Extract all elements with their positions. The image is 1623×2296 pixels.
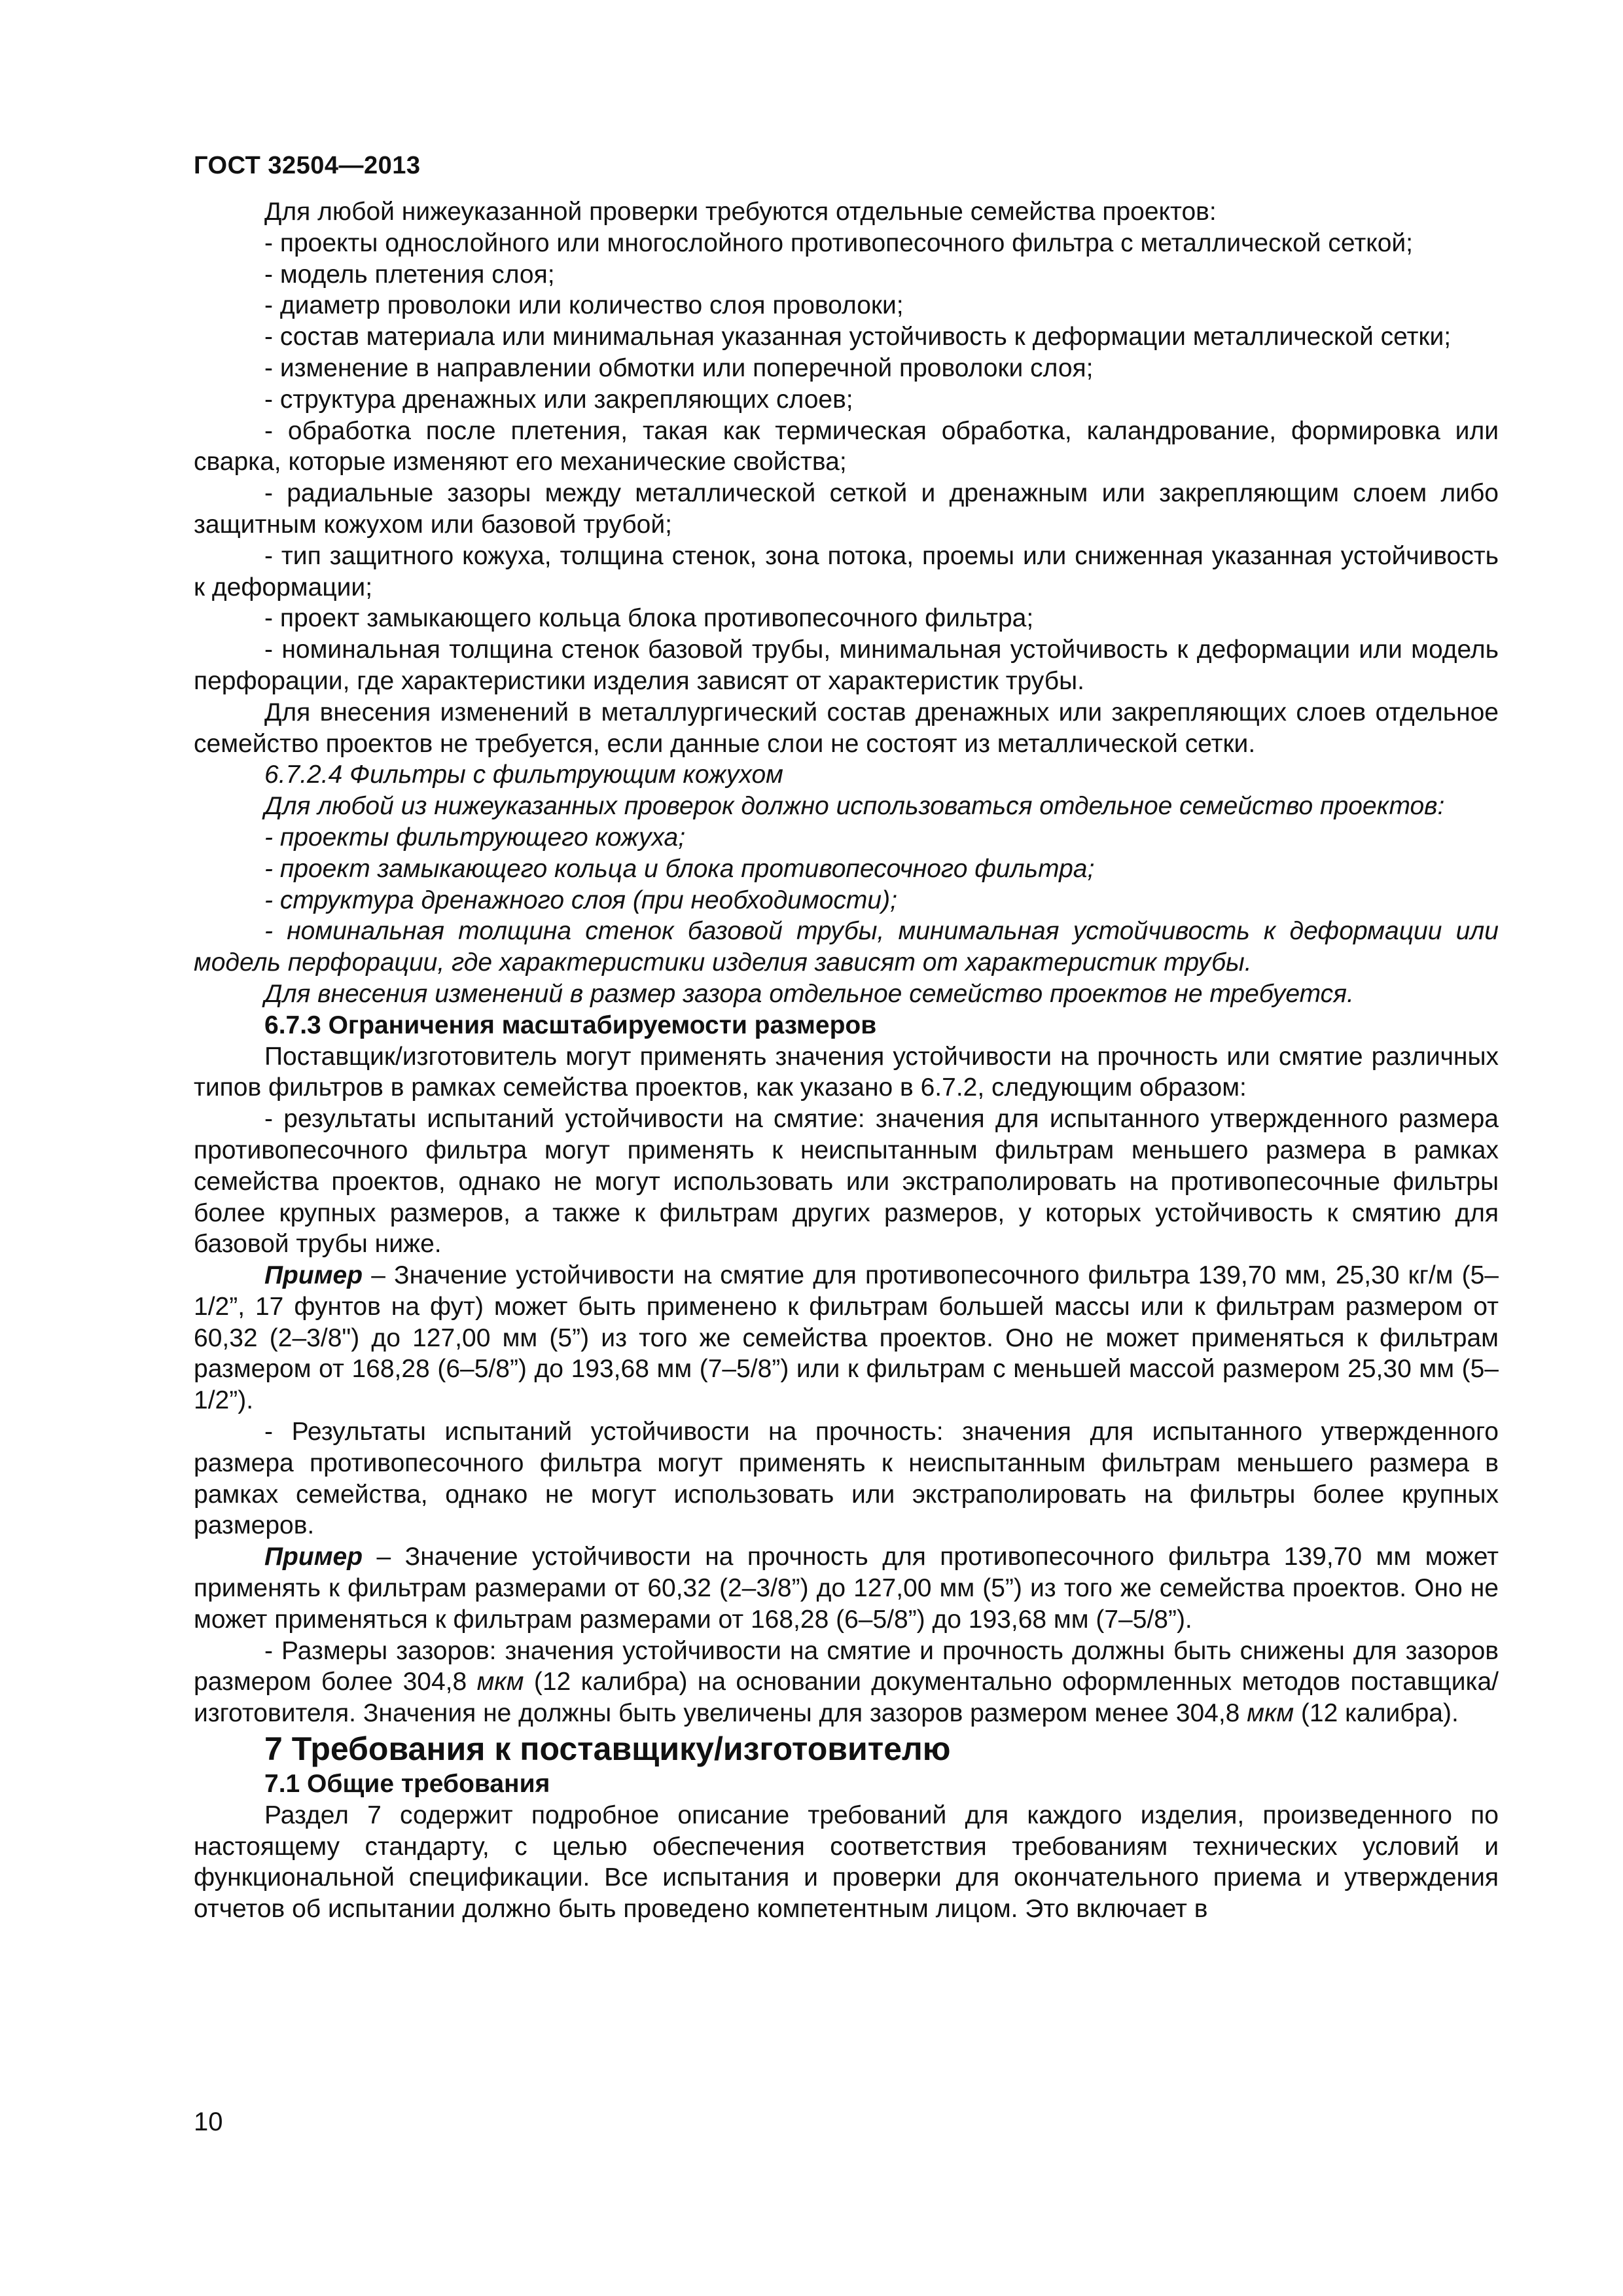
list-item: - номинальная толщина стенок базовой трубы, минимальная устойчивость к деформации или модель перфорации, где характеристики изделия зависят от характеристик трубы.	[194, 636, 1499, 695]
unit-label: мкм	[476, 1668, 524, 1696]
example-paragraph	[194, 1260, 1499, 1416]
unit-label: мкм	[1247, 1699, 1294, 1728]
list-item: - структура дренажного слоя (при необходимости);	[264, 886, 897, 914]
document-header: ГОСТ 32504—2013	[194, 152, 421, 179]
section-heading-6-7-3: 6.7.3 Ограничения масштабируемости размеров	[264, 1011, 877, 1039]
document-body	[194, 196, 1499, 1925]
list-item: - изменение в направлении обмотки или поперечной проволоки слоя;	[264, 353, 1094, 382]
list-item: - проект замыкающего кольца блока противопесочного фильтра;	[264, 604, 1034, 633]
paragraph: Поставщик/изготовитель могут применять значения устойчивости на прочность или смятие различных типов фильтров в рамках семейства проектов, как указано в 6.7.2, следующим образом:	[194, 1042, 1499, 1102]
example-text: – Значение устойчивости на прочность для противопесочного фильтра 139,70 мм может применять к фильтрам размерами от 60,32 (2–3/8”) до 127,00 мм (5”) из того же семейства проектов. Оно не может применяться к фильтрам размерами от 168,28 (6–5/8”) до 193,68 мм (7–5/8”).	[194, 1543, 1499, 1634]
paragraph: Раздел 7 содержит подробное описание требований для каждого изделия, произведенного по настоящему стандарту, с целью обеспечения соответствия требованиям технических условий и функциональной спецификации. Все испытания и проверки для окончательного приема и утверждения отчетов об испытании должно быть проведено компетентным лицом. Это включает в	[194, 1801, 1499, 1924]
gaps-text: (12 калибра).	[1294, 1699, 1459, 1728]
example-label: Пример	[264, 1543, 363, 1571]
list-item: - обработка после плетения, такая как термическая обработка, каландрование, формировка или сварка, которые изменяют его механические свойства;	[194, 416, 1499, 476]
list-item: - проект замыкающего кольца и блока противопесочного фильтра;	[264, 854, 1095, 883]
list-item	[194, 1636, 1499, 1729]
example-text: – Значение устойчивости на смятие для противопесочного фильтра 139,70 мм, 25,30 кг/м (5–1/2”, 17 фунтов на фут) может быть применено к фильтрам большей массы или к фильтрам размером от 60,32 (2–3/8") до 127,00 мм (5”) из того же семейства проектов. Оно не может применяться к фильтрам размером от 168,28 (6–5/8”) до 193,68 мм (7–5/8”) или к фильтрам с меньшей массой размером 25,30 мм (5–1/2”).	[194, 1261, 1499, 1415]
list-item: - модель плетения слоя;	[264, 260, 555, 289]
list-item: - состав материала или минимальная указанная устойчивость к деформации металлической сетки;	[264, 323, 1452, 351]
list-item: - тип защитного кожуха, толщина стенок, зона потока, проемы или сниженная указанная устойчивость к деформации;	[194, 541, 1499, 601]
section-heading-7-1: 7.1 Общие требования	[264, 1770, 550, 1799]
gaps-text: (12 калибра) на основании документально оформленных методов поставщика/изготовителя. Значения не должны быть увеличены для зазоров размером менее 304,8	[194, 1668, 1499, 1728]
example-paragraph	[194, 1541, 1499, 1635]
list-item: - проекты фильтрующего кожуха;	[264, 823, 686, 852]
list-item: - проекты однослойного или многослойного противопесочного фильтра с металлической сеткой;	[264, 228, 1413, 257]
list-item: - номинальная толщина стенок базовой трубы, минимальная устойчивость к деформации или модель перфорации, где характеристики изделия зависят от характеристик трубы.	[194, 917, 1499, 977]
list-item: - Результаты испытаний устойчивости на прочность: значения для испытанного утвержденного размера противопесочного фильтра могут применять к неиспытанным фильтрам меньшего размера в рамках семейства, однако не могут использовать или экстраполировать на фильтры более крупных размеров.	[194, 1418, 1499, 1540]
list-item: - радиальные зазоры между металлической сеткой и дренажным или закрепляющим слоем либо защитным кожухом или базовой трубой;	[194, 479, 1499, 539]
paragraph: Для любой нижеуказанной проверки требуются отдельные семейства проектов:	[264, 198, 1217, 226]
paragraph: Для внесения изменений в размер зазора отдельное семейство проектов не требуется.	[264, 979, 1354, 1008]
paragraph: Для внесения изменений в металлургический состав дренажных или закрепляющих слоев отдельное семейство проектов не требуется, если данные слои не состоят из металлической сетки.	[194, 698, 1499, 758]
paragraph: Для любой из нижеуказанных проверок должно использоваться отдельное семейство проектов:	[264, 792, 1445, 821]
page-number: 10	[194, 2108, 223, 2136]
example-label: Пример	[264, 1261, 363, 1290]
list-item: - структура дренажных или закрепляющих слоев;	[264, 385, 853, 414]
list-item: - диаметр проволоки или количество слоя проволоки;	[264, 291, 904, 320]
gaps-text: - Размеры зазоров: значения устойчивости на смятие и прочность должны быть снижены для зазоров размером более 304,8	[194, 1636, 1499, 1696]
list-item: - результаты испытаний устойчивости на смятие: значения для испытанного утвержденного размера противопесочного фильтра могут применять к неиспытанным фильтрам меньшего размера в рамках семейства проектов, однако не могут использовать или экстраполировать на противопесочные фильтры более крупных размеров, а также к фильтрам других размеров, у которых устойчивость к смятию для базовой трубы ниже.	[194, 1105, 1499, 1259]
section-heading-6-7-2-4: 6.7.2.4 Фильтры с фильтрующим кожухом	[264, 761, 783, 789]
section-heading-7: 7 Требования к поставщику/изготовителю	[264, 1731, 951, 1768]
